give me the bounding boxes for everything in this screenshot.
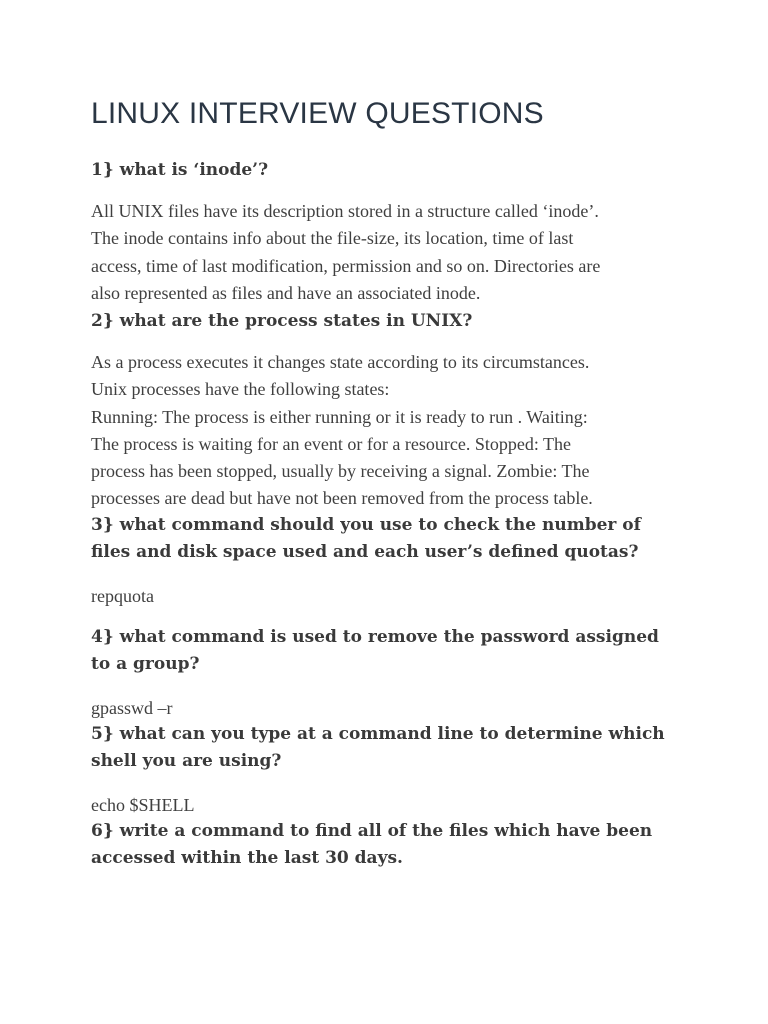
- question-6: [91, 818, 691, 872]
- answer-3: repquota: [91, 586, 154, 606]
- question-1: 1} what is ‘inode’?: [91, 160, 269, 180]
- question-2: 2} what are the process states in UNIX?: [91, 311, 473, 331]
- answer-4: gpasswd –r: [91, 698, 173, 718]
- question-6-line-1: 6} write a command to find all of the files which have been: [91, 821, 653, 841]
- question-4-line-2: to a group?: [91, 654, 200, 674]
- answer-5: echo $SHELL: [91, 795, 195, 815]
- answer-1-line-4: also represented as files and have an associated inode.: [91, 282, 481, 303]
- question-5-line-2: shell you are using?: [91, 751, 282, 771]
- question-5-line-1: 5} what can you type at a command line to determine which: [91, 724, 665, 744]
- question-3-line-1: 3} what command should you use to check the number of: [91, 515, 641, 535]
- question-3: [91, 512, 691, 566]
- answer-1-line-1: All UNIX files have its description stored in a structure called ‘inode’.: [91, 201, 599, 221]
- answer-2-line-3: Running: The process is either running or it is ready to run . Waiting:: [91, 406, 588, 427]
- answer-2-line-6: processes are dead but have not been removed from the process table.: [91, 488, 593, 509]
- question-3-line-2: files and disk space used and each user’s defined quotas?: [91, 542, 639, 562]
- answer-2-line-5: process has been stopped, usually by receiving a signal. Zombie: The: [91, 461, 590, 482]
- question-6-line-2: accessed within the last 30 days.: [91, 848, 403, 868]
- answer-1: [91, 198, 701, 307]
- answer-2: [91, 349, 701, 513]
- answer-1-line-3: access, time of last modification, permission and so on. Directories are: [91, 255, 601, 276]
- question-5: [91, 721, 691, 775]
- answer-2-line-2: Unix processes have the following states:: [91, 379, 390, 400]
- question-4: [91, 624, 691, 678]
- answer-1-line-2: The inode contains info about the file-size, its location, time of last: [91, 228, 574, 249]
- answer-2-line-4: The process is waiting for an event or for a resource. Stopped: The: [91, 433, 572, 454]
- answer-2-line-1: As a process executes it changes state according to its circumstances.: [91, 352, 590, 372]
- question-4-line-1: 4} what command is used to remove the password assigned: [91, 627, 659, 647]
- page-title: LINUX INTERVIEW QUESTIONS: [91, 97, 544, 130]
